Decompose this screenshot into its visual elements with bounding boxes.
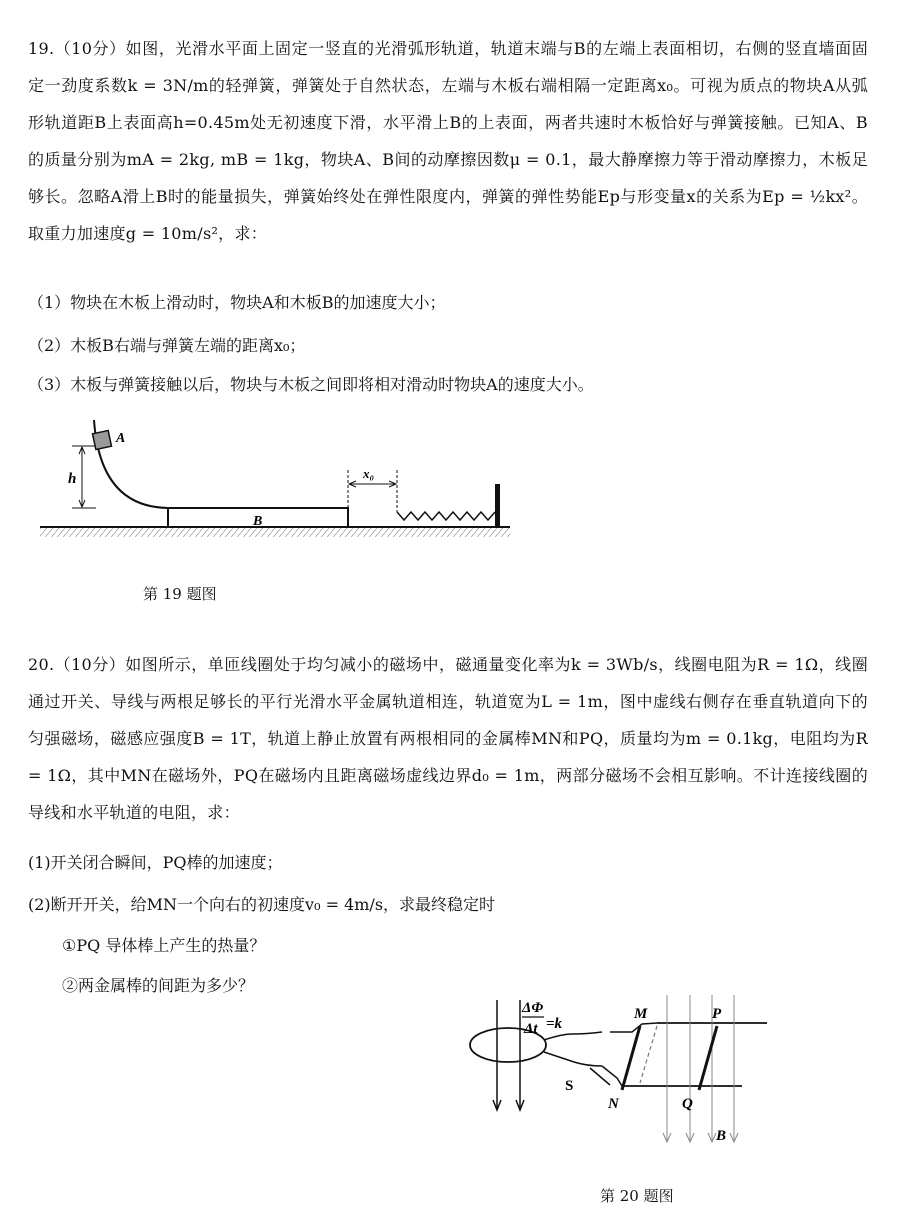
q20-sub2: (2)断开开关，给MN一个向右的初速度v₀ = 4m/s，求最终稳定时	[28, 895, 496, 914]
q20-sub1: (1)开关闭合瞬间，PQ棒的加速度；	[28, 853, 283, 872]
flux-equals: =k	[546, 1016, 563, 1032]
q19-sub2: （2）木板B右端与弹簧左端的距离x₀；	[28, 336, 306, 355]
label-m: M	[634, 1006, 648, 1022]
label-b: B	[253, 514, 263, 529]
label-q: Q	[682, 1096, 693, 1112]
q19-sub1: （1）物块在木板上滑动时，物块A和木板B的加速度大小；	[28, 293, 446, 312]
q20-text: 20.（10分）如图所示，单匝线圈处于均匀减小的磁场中，磁通量变化率为k = 3Wb/s，线圈电阻为R = 1Ω，线圈通过开关、导线与两根足够长的平行光滑水平金属轨道相连，轨道宽为L = 1m，图中虚线右侧存在垂直轨道向下的匀强磁场，磁感应强度B = 1T，轨道上静止放置有两根相同的金属棒MN和PQ，质量均为m = 0.1kg，电阻均为R = 1Ω，其中MN在磁场外，PQ在磁场内且距离磁场虚线边界d₀ = 1m，两部分磁场不会相互影响。不计连接线圈的导线和水平轨道的电阻，求：	[28, 655, 868, 822]
rod-pq	[699, 1026, 717, 1090]
q20-sub2a: ①PQ 导体棒上产生的热量？	[62, 936, 266, 955]
flux-numerator: ΔΦ	[522, 1000, 544, 1016]
spring	[397, 512, 495, 520]
block-a	[93, 431, 112, 450]
q20-sub2b: ②两金属棒的间距为多少？	[62, 976, 255, 995]
field-boundary	[640, 1026, 657, 1083]
q20-figure	[462, 990, 782, 1150]
label-x0: x₀	[363, 466, 375, 481]
wall	[495, 484, 500, 527]
label-a: A	[116, 431, 126, 446]
label-s: S	[565, 1078, 574, 1094]
q19-text: 19.（10分）如图，光滑水平面上固定一竖直的光滑弧形轨道，轨道末端与B的左端上表面相切，右侧的竖直墙面固定一劲度系数k = 3N/m的轻弹簧，弹簧处于自然状态，左端与木板右端相隔一定距离x₀。可视为质点的物块A从弧形轨道距B上表面高h=0.45m处无初速度下滑，水平滑上B的上表面，两者共速时木板恰好与弹簧接触。已知A、B的质量分别为mA = 2kg, mB = 1kg，物块A、B间的动摩擦因数μ = 0.1，最大静摩擦力等于滑动摩擦力，木板足够长。忽略A滑上B时的能量损失，弹簧始终处在弹性限度内，弹簧的弹性势能Ep与形变量x的关系为Ep = ½kx²。取重力加速度g = 10m/s²，求：	[28, 39, 868, 243]
ground-hatch	[40, 528, 510, 537]
q19-sub3: （3）木板与弹簧接触以后，物块与木板之间即将相对滑动时物块A的速度大小。	[28, 375, 594, 394]
q19-figure	[30, 412, 550, 562]
rod-mn	[622, 1026, 640, 1090]
label-n: N	[608, 1096, 619, 1112]
q20-caption: 第 20 题图	[600, 1187, 674, 1205]
q19-caption: 第 19 题图	[143, 585, 217, 603]
label-b-field: B	[716, 1128, 727, 1144]
flux-denominator: Δt	[524, 1021, 538, 1037]
label-p: P	[712, 1006, 722, 1022]
label-h: h	[68, 471, 77, 487]
